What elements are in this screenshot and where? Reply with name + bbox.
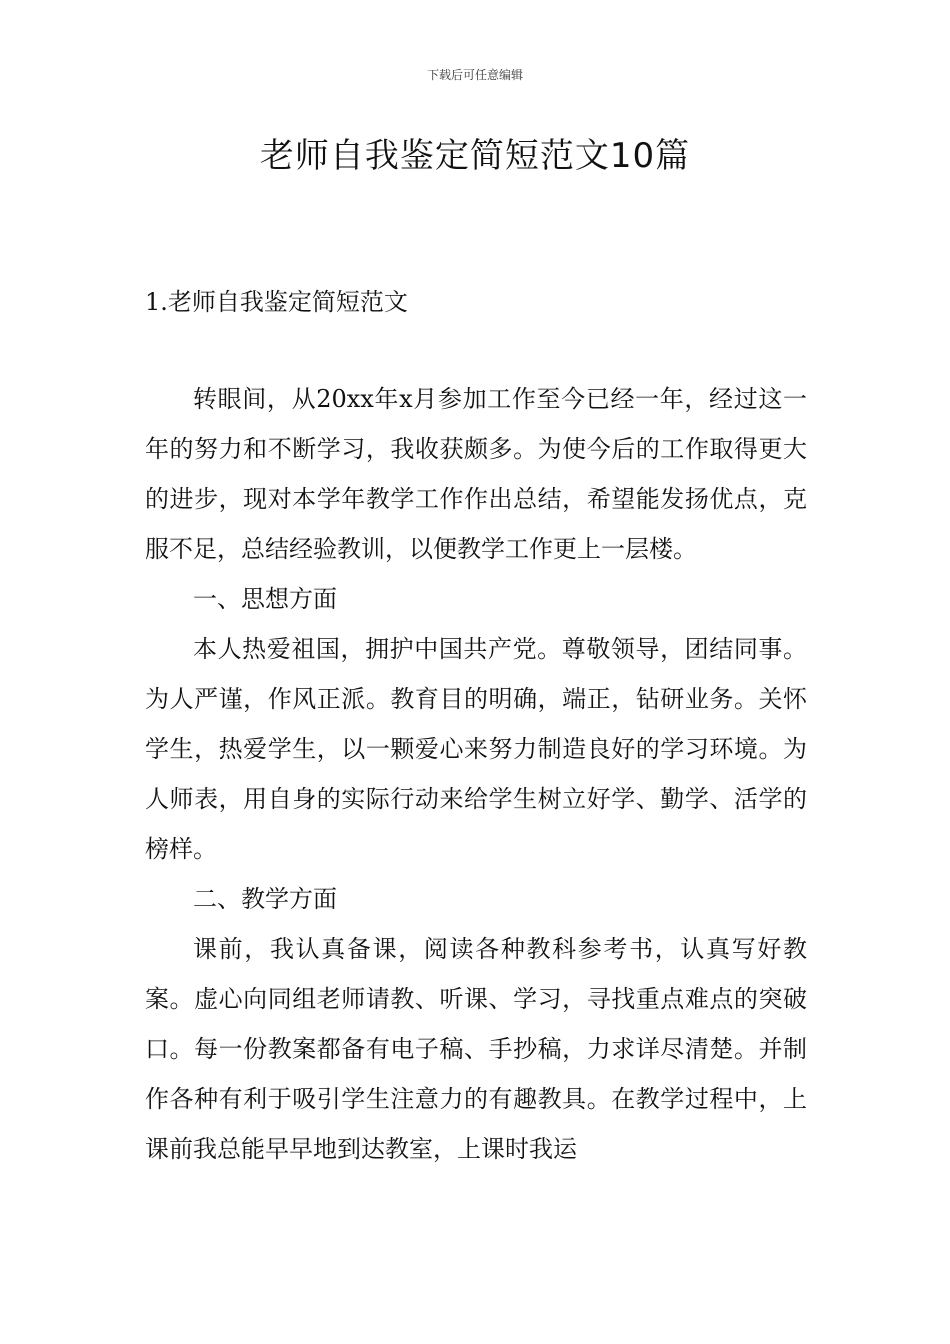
- paragraph-intro: 转眼间，从20xx年x月参加工作至今已经一年，经过这一年的努力和不断学习，我收获颇多。为使今后的工作取得更大的进步，现对本学年教学工作作出总结，希望能发扬优点，克服不足，总结经验教训，以便教学工作更上一层楼。: [145, 385, 807, 563]
- document-title: 老师自我鉴定简短范文10篇: [259, 136, 691, 176]
- sub-heading-teaching: 二、教学方面: [193, 885, 337, 913]
- section-title: 1.老师自我鉴定简短范文: [145, 288, 408, 316]
- document-body: [145, 374, 807, 1174]
- header-note: 下载后可任意编辑: [426, 68, 523, 82]
- paragraph-thought: 本人热爱祖国，拥护中国共产党。尊敬领导，团结同事。为人严谨，作风正派。教育目的明确，端正，钻研业务。关怀学生，热爱学生，以一颗爱心来努力制造良好的学习环境。为人师表，用自身的实际行动来给学生树立好学、勤学、活学的榜样。: [145, 635, 807, 863]
- paragraph-teaching: 课前，我认真备课，阅读各种教科参考书，认真写好教案。虚心向同组老师请教、听课、学习，寻找重点难点的突破口。每一份教案都备有电子稿、手抄稿，力求详尽清楚。并制作各种有利于吸引学生注意力的有趣教具。在教学过程中，上课前我总能早早地到达教室，上课时我运: [145, 935, 807, 1163]
- sub-heading-thought: 一、思想方面: [193, 585, 337, 613]
